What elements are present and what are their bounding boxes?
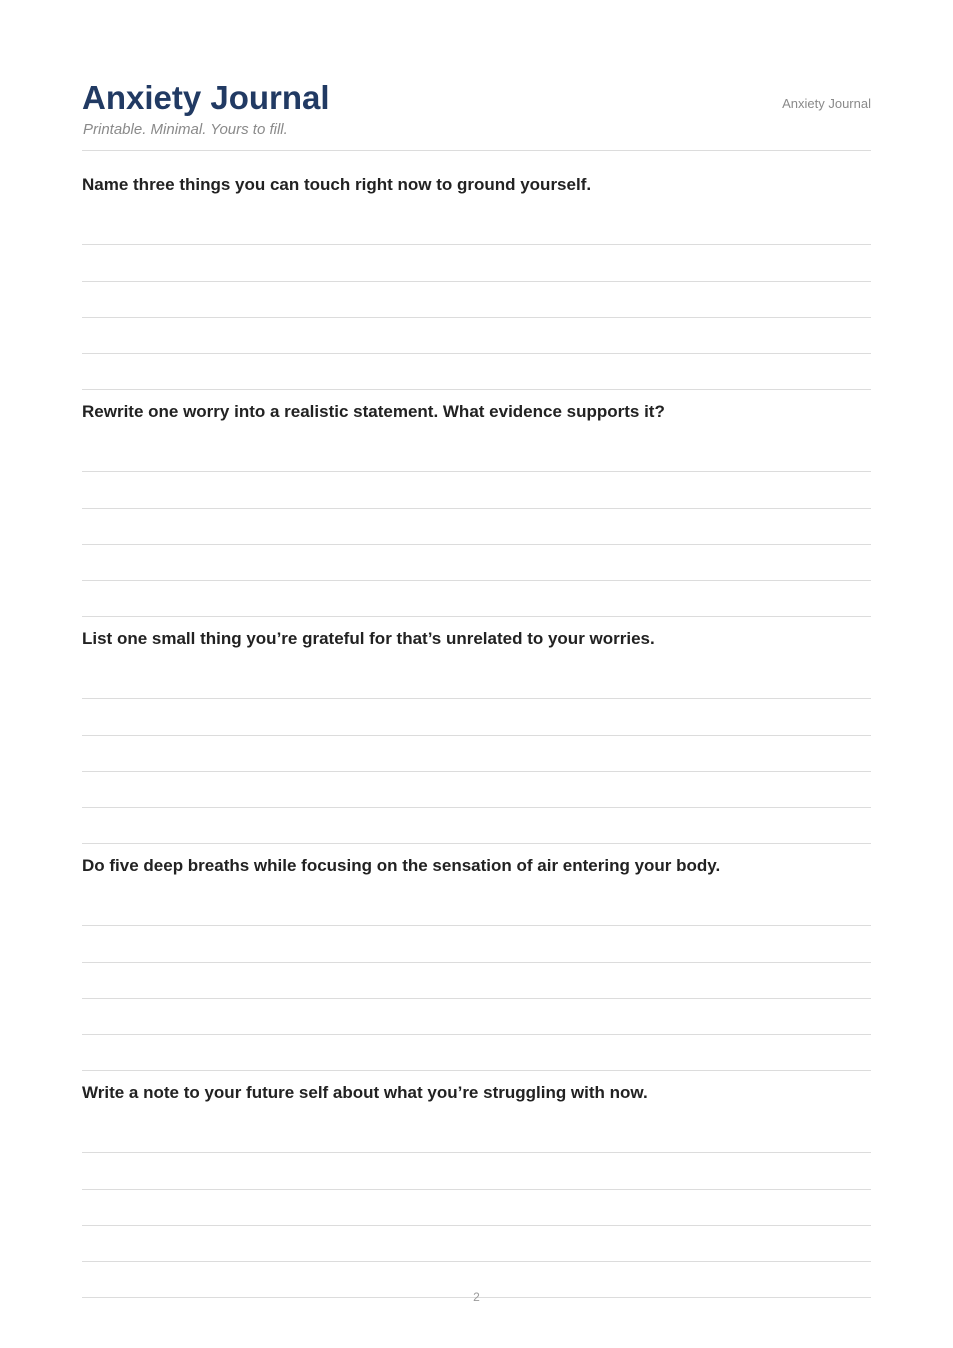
writing-line (82, 925, 871, 926)
page-subtitle: Printable. Minimal. Yours to fill. (83, 121, 288, 138)
prompt-text: Rewrite one worry into a realistic statement. What evidence supports it? (82, 402, 665, 421)
writing-line (82, 1225, 871, 1226)
prompt-section (82, 831, 871, 1058)
page-header (82, 78, 871, 151)
prompt-text: Name three things you can touch right now to ground yourself. (82, 175, 592, 194)
writing-line (82, 281, 871, 282)
writing-line (82, 508, 871, 509)
writing-line (82, 1261, 871, 1262)
writing-line (82, 962, 871, 963)
writing-line (82, 317, 871, 318)
page-number: 2 (473, 1290, 480, 1304)
page-title: Anxiety Journal (82, 79, 330, 116)
prompt-section (82, 377, 871, 604)
writing-line (82, 1189, 871, 1190)
writing-line (82, 698, 871, 699)
writing-line (82, 771, 871, 772)
prompt-text: Do five deep breaths while focusing on the sensation of air entering your body. (82, 856, 721, 875)
journal-page (82, 0, 871, 1348)
writing-line (82, 580, 871, 581)
prompt-text: Write a note to your future self about what you’re struggling with now. (82, 1083, 648, 1102)
writing-line (82, 998, 871, 999)
writing-line (82, 735, 871, 736)
writing-line (82, 544, 871, 545)
writing-line (82, 1034, 871, 1035)
writing-line (82, 1152, 871, 1153)
prompt-section (82, 150, 871, 377)
writing-line (82, 471, 871, 472)
prompt-section (82, 604, 871, 831)
writing-line (82, 353, 871, 354)
prompt-section (82, 1058, 871, 1285)
running-head: Anxiety Journal (782, 96, 871, 111)
writing-line (82, 244, 871, 245)
writing-line (82, 807, 871, 808)
prompt-text: List one small thing you’re grateful for that’s unrelated to your worries. (82, 629, 655, 648)
